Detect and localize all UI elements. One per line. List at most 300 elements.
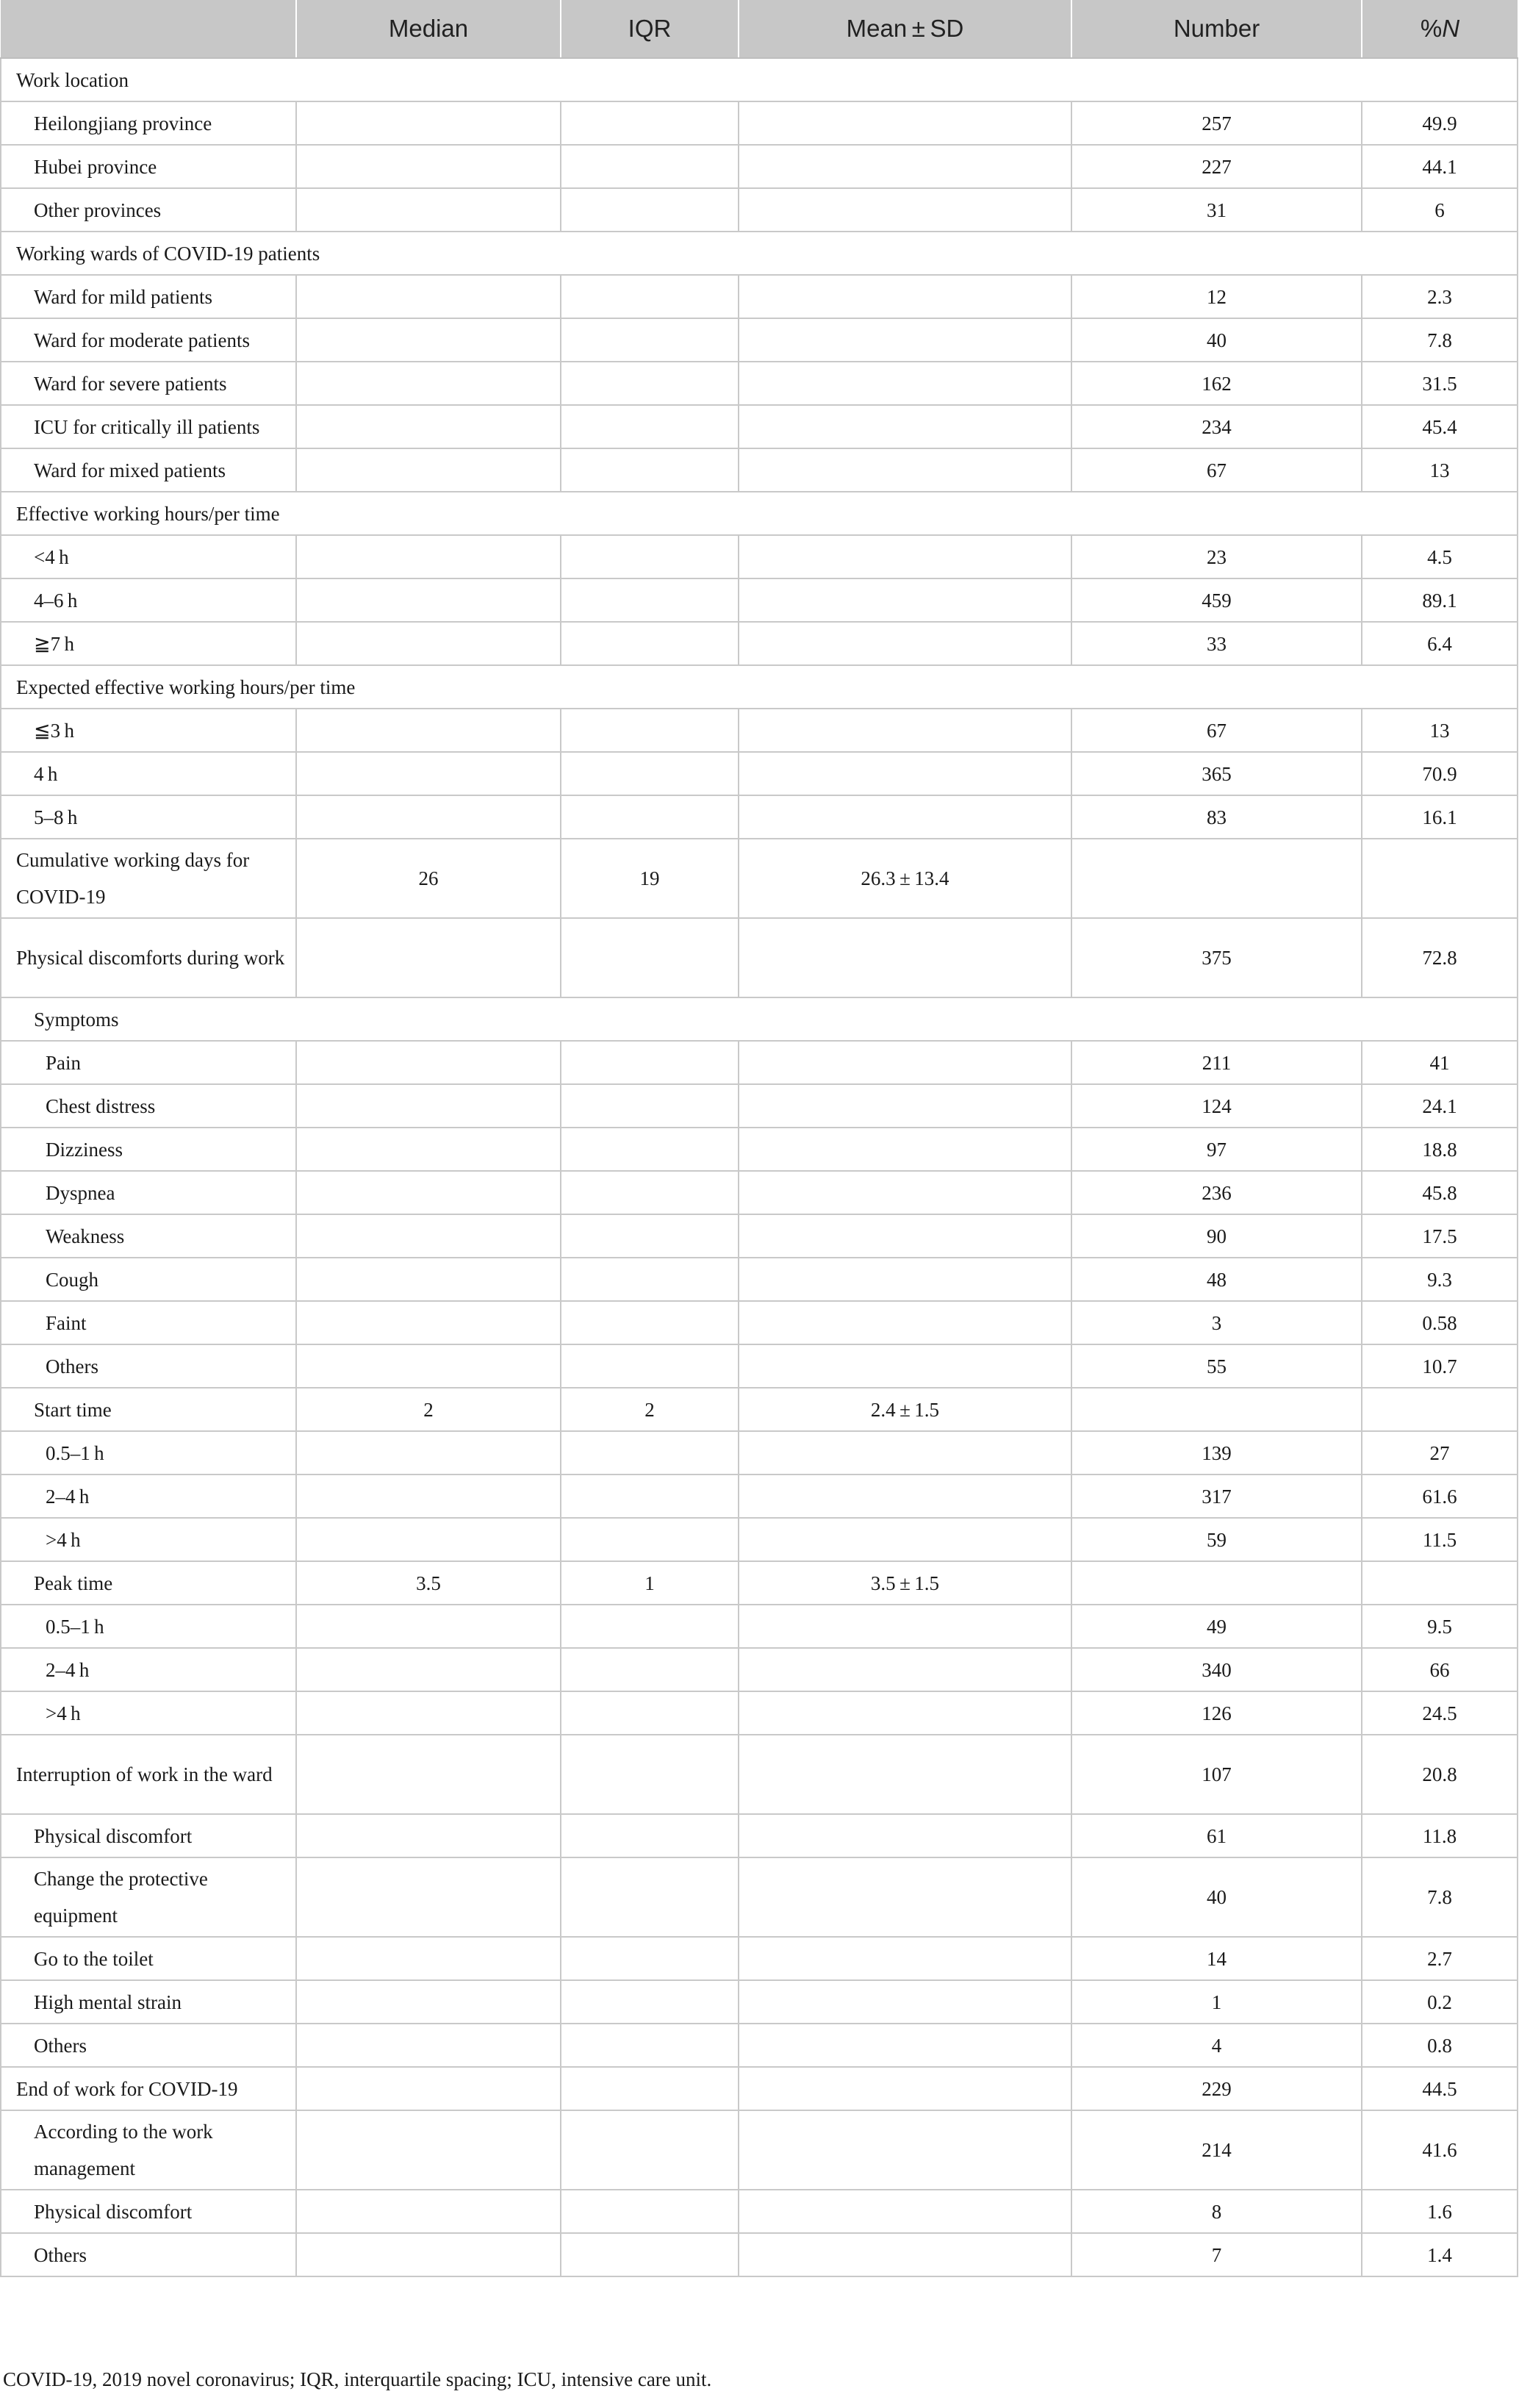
table-row: [1, 1937, 1518, 1980]
percent-cell: 27: [1362, 1431, 1518, 1474]
percent-cell: 17.5: [1362, 1214, 1518, 1258]
percent-cell: 0.8: [1362, 2024, 1518, 2067]
number-cell: 61: [1071, 1814, 1362, 1857]
percent-cell: 45.4: [1362, 405, 1518, 448]
percent-cell: 1.6: [1362, 2190, 1518, 2233]
mean-sd-cell: [739, 2110, 1071, 2190]
median-cell: [296, 405, 561, 448]
table-row: [1, 492, 1518, 535]
iqr-cell: [561, 1214, 739, 1258]
table-row: [1, 1301, 1518, 1344]
row-label-cell: Other provinces: [1, 188, 296, 232]
row-label-cell: 4 h: [1, 752, 296, 795]
median-cell: [296, 918, 561, 997]
row-label-cell: >4 h: [1, 1518, 296, 1561]
mean-sd-cell: [739, 1344, 1071, 1388]
table-row: [1, 795, 1518, 839]
row-label-cell: 0.5–1 h: [1, 1605, 296, 1648]
number-cell: 40: [1071, 1857, 1362, 1937]
iqr-cell: [561, 2024, 739, 2067]
percent-cell: 13: [1362, 448, 1518, 492]
table-row: [1, 622, 1518, 665]
iqr-cell: [561, 405, 739, 448]
iqr-cell: [561, 1474, 739, 1518]
median-cell: [296, 1605, 561, 1648]
iqr-cell: [561, 362, 739, 405]
mean-sd-cell: [739, 448, 1071, 492]
percent-cell: 9.3: [1362, 1258, 1518, 1301]
median-cell: [296, 795, 561, 839]
percent-cell: 20.8: [1362, 1735, 1518, 1814]
percent-cell: 7.8: [1362, 1857, 1518, 1937]
table-row: [1, 2067, 1518, 2110]
number-cell: 55: [1071, 1344, 1362, 1388]
number-cell: 12: [1071, 275, 1362, 318]
percent-cell: 18.8: [1362, 1128, 1518, 1171]
number-cell: [1071, 1561, 1362, 1605]
percent-cell: 2.3: [1362, 275, 1518, 318]
percent-cell: 70.9: [1362, 752, 1518, 795]
number-cell: 227: [1071, 145, 1362, 188]
iqr-cell: [561, 1128, 739, 1171]
table-row: [1, 1735, 1518, 1814]
number-cell: 67: [1071, 448, 1362, 492]
table-body: [1, 58, 1518, 2276]
number-cell: 4: [1071, 2024, 1362, 2067]
median-cell: [296, 578, 561, 622]
number-cell: 33: [1071, 622, 1362, 665]
table-row: [1, 1041, 1518, 1084]
number-cell: 459: [1071, 578, 1362, 622]
median-cell: [296, 622, 561, 665]
percent-cell: [1362, 1561, 1518, 1605]
number-cell: [1071, 839, 1362, 918]
row-label-cell: Cumulative working days for COVID-19: [1, 839, 296, 918]
mean-sd-cell: [739, 2024, 1071, 2067]
table-row: [1, 2190, 1518, 2233]
table-row: [1, 1691, 1518, 1735]
table-row: [1, 275, 1518, 318]
row-label-cell: Pain: [1, 1041, 296, 1084]
row-label-cell: Hubei province: [1, 145, 296, 188]
table-row: [1, 145, 1518, 188]
row-label-cell: Faint: [1, 1301, 296, 1344]
median-cell: 3.5: [296, 1561, 561, 1605]
median-cell: [296, 1735, 561, 1814]
median-cell: [296, 362, 561, 405]
percent-cell: 7.8: [1362, 318, 1518, 362]
percent-cell: 61.6: [1362, 1474, 1518, 1518]
table-row: [1, 1814, 1518, 1857]
iqr-cell: [561, 1814, 739, 1857]
median-cell: [296, 1431, 561, 1474]
table-row: [1, 1980, 1518, 2024]
mean-sd-cell: [739, 535, 1071, 578]
row-label-cell: Start time: [1, 1388, 296, 1431]
mean-sd-cell: [739, 1041, 1071, 1084]
row-label-cell: Others: [1, 1344, 296, 1388]
table-row: [1, 318, 1518, 362]
iqr-cell: 19: [561, 839, 739, 918]
mean-sd-cell: [739, 1648, 1071, 1691]
iqr-cell: [561, 1301, 739, 1344]
row-label-cell: Ward for moderate patients: [1, 318, 296, 362]
iqr-cell: 1: [561, 1561, 739, 1605]
row-label-cell: ≦3 h: [1, 709, 296, 752]
number-cell: 124: [1071, 1084, 1362, 1128]
iqr-cell: [561, 578, 739, 622]
number-cell: 214: [1071, 2110, 1362, 2190]
percent-cell: 4.5: [1362, 535, 1518, 578]
table-row: [1, 535, 1518, 578]
row-label-cell: <4 h: [1, 535, 296, 578]
median-cell: [296, 1937, 561, 1980]
median-cell: [296, 1980, 561, 2024]
mean-sd-cell: [739, 1084, 1071, 1128]
table-row: [1, 1084, 1518, 1128]
median-cell: 26: [296, 839, 561, 918]
table-row: [1, 1431, 1518, 1474]
table-row: [1, 232, 1518, 275]
number-cell: 257: [1071, 101, 1362, 145]
header-iqr: IQR: [561, 0, 739, 58]
iqr-cell: [561, 1344, 739, 1388]
median-cell: [296, 1518, 561, 1561]
mean-sd-cell: [739, 1691, 1071, 1735]
row-label-cell: Dizziness: [1, 1128, 296, 1171]
mean-sd-cell: [739, 795, 1071, 839]
median-cell: [296, 318, 561, 362]
row-label-cell: Others: [1, 2233, 296, 2276]
mean-sd-cell: [739, 1474, 1071, 1518]
number-cell: 3: [1071, 1301, 1362, 1344]
median-cell: [296, 2233, 561, 2276]
mean-sd-cell: [739, 1431, 1071, 1474]
table-row: [1, 997, 1518, 1041]
number-cell: 234: [1071, 405, 1362, 448]
percent-cell: 2.7: [1362, 1937, 1518, 1980]
mean-sd-cell: [739, 1214, 1071, 1258]
table-row: [1, 1474, 1518, 1518]
table-row: [1, 2233, 1518, 2276]
table-row: [1, 918, 1518, 997]
median-cell: [296, 1301, 561, 1344]
iqr-cell: 2: [561, 1388, 739, 1431]
mean-sd-cell: [739, 101, 1071, 145]
median-cell: [296, 188, 561, 232]
iqr-cell: [561, 448, 739, 492]
number-cell: 31: [1071, 188, 1362, 232]
section-heading-cell: Work location: [1, 58, 1518, 101]
median-cell: [296, 1214, 561, 1258]
percent-cell: 11.5: [1362, 1518, 1518, 1561]
number-cell: 1: [1071, 1980, 1362, 2024]
percent-cell: 24.1: [1362, 1084, 1518, 1128]
median-cell: [296, 1084, 561, 1128]
iqr-cell: [561, 1518, 739, 1561]
percent-cell: 49.9: [1362, 101, 1518, 145]
mean-sd-cell: [739, 2190, 1071, 2233]
iqr-cell: [561, 1648, 739, 1691]
iqr-cell: [561, 1084, 739, 1128]
table-row: [1, 1214, 1518, 1258]
header-label-column: [1, 0, 296, 58]
mean-sd-cell: [739, 405, 1071, 448]
median-cell: [296, 1474, 561, 1518]
iqr-cell: [561, 188, 739, 232]
row-label-cell: ≧7 h: [1, 622, 296, 665]
median-cell: [296, 1648, 561, 1691]
number-cell: 211: [1071, 1041, 1362, 1084]
number-cell: 14: [1071, 1937, 1362, 1980]
number-cell: 365: [1071, 752, 1362, 795]
number-cell: 8: [1071, 2190, 1362, 2233]
table-row: [1, 709, 1518, 752]
row-label-cell: Physical discomforts during work: [1, 918, 296, 997]
row-label-cell: Interruption of work in the ward: [1, 1735, 296, 1814]
percent-cell: 9.5: [1362, 1605, 1518, 1648]
percent-cell: 44.5: [1362, 2067, 1518, 2110]
number-cell: 40: [1071, 318, 1362, 362]
row-label-cell: Heilongjiang province: [1, 101, 296, 145]
header-mean-sd: Mean ± SD: [739, 0, 1071, 58]
table-row: [1, 1561, 1518, 1605]
row-label-cell: Ward for severe patients: [1, 362, 296, 405]
percent-cell: 89.1: [1362, 578, 1518, 622]
mean-sd-cell: [739, 362, 1071, 405]
mean-sd-cell: 3.5 ± 1.5: [739, 1561, 1071, 1605]
median-cell: [296, 2190, 561, 2233]
header-percent-n-text: %N: [1420, 15, 1460, 42]
mean-sd-cell: [739, 1128, 1071, 1171]
row-label-cell: Go to the toilet: [1, 1937, 296, 1980]
mean-sd-cell: [739, 1258, 1071, 1301]
number-cell: 317: [1071, 1474, 1362, 1518]
number-cell: [1071, 1388, 1362, 1431]
table-row: [1, 1258, 1518, 1301]
iqr-cell: [561, 1980, 739, 2024]
number-cell: 340: [1071, 1648, 1362, 1691]
row-label-cell: Physical discomfort: [1, 2190, 296, 2233]
median-cell: [296, 2110, 561, 2190]
percent-cell: 0.2: [1362, 1980, 1518, 2024]
table-row: [1, 101, 1518, 145]
table-header: [1, 0, 1518, 58]
section-heading-cell: Symptoms: [1, 997, 1518, 1041]
header-percent-n: [1362, 0, 1518, 58]
number-cell: 375: [1071, 918, 1362, 997]
median-cell: [296, 1691, 561, 1735]
mean-sd-cell: 26.3 ± 13.4: [739, 839, 1071, 918]
iqr-cell: [561, 1041, 739, 1084]
number-cell: 162: [1071, 362, 1362, 405]
mean-sd-cell: [739, 1937, 1071, 1980]
row-label-cell: >4 h: [1, 1691, 296, 1735]
table-row: [1, 839, 1518, 918]
iqr-cell: [561, 918, 739, 997]
median-cell: [296, 1041, 561, 1084]
percent-cell: 41: [1362, 1041, 1518, 1084]
row-label-cell: Chest distress: [1, 1084, 296, 1128]
percent-cell: 6.4: [1362, 622, 1518, 665]
iqr-cell: [561, 752, 739, 795]
percent-cell: 10.7: [1362, 1344, 1518, 1388]
table-row: [1, 1518, 1518, 1561]
percent-cell: 0.58: [1362, 1301, 1518, 1344]
row-label-cell: Ward for mild patients: [1, 275, 296, 318]
percent-cell: [1362, 1388, 1518, 1431]
mean-sd-cell: [739, 1605, 1071, 1648]
median-cell: [296, 2067, 561, 2110]
mean-sd-cell: [739, 188, 1071, 232]
median-cell: [296, 101, 561, 145]
iqr-cell: [561, 2233, 739, 2276]
number-cell: 229: [1071, 2067, 1362, 2110]
median-cell: [296, 709, 561, 752]
iqr-cell: [561, 2110, 739, 2190]
iqr-cell: [561, 1937, 739, 1980]
header-median: Median: [296, 0, 561, 58]
row-label-cell: High mental strain: [1, 1980, 296, 2024]
mean-sd-cell: [739, 752, 1071, 795]
table-row: [1, 58, 1518, 101]
number-cell: 83: [1071, 795, 1362, 839]
table-row: [1, 1171, 1518, 1214]
percent-cell: 72.8: [1362, 918, 1518, 997]
row-label-cell: Peak time: [1, 1561, 296, 1605]
section-heading-cell: Effective working hours/per time: [1, 492, 1518, 535]
mean-sd-cell: [739, 918, 1071, 997]
mean-sd-cell: [739, 622, 1071, 665]
iqr-cell: [561, 275, 739, 318]
table-row: [1, 2110, 1518, 2190]
mean-sd-cell: [739, 1301, 1071, 1344]
row-label-cell: 2–4 h: [1, 1648, 296, 1691]
median-cell: [296, 145, 561, 188]
header-number: Number: [1071, 0, 1362, 58]
mean-sd-cell: [739, 1814, 1071, 1857]
table-row: [1, 2024, 1518, 2067]
row-label-cell: 5–8 h: [1, 795, 296, 839]
mean-sd-cell: [739, 275, 1071, 318]
percent-cell: 11.8: [1362, 1814, 1518, 1857]
number-cell: 126: [1071, 1691, 1362, 1735]
table-row: [1, 1388, 1518, 1431]
iqr-cell: [561, 622, 739, 665]
iqr-cell: [561, 2067, 739, 2110]
number-cell: 7: [1071, 2233, 1362, 2276]
table-row: [1, 1648, 1518, 1691]
mean-sd-cell: 2.4 ± 1.5: [739, 1388, 1071, 1431]
percent-cell: 13: [1362, 709, 1518, 752]
number-cell: 139: [1071, 1431, 1362, 1474]
table-row: [1, 578, 1518, 622]
median-cell: [296, 1258, 561, 1301]
percent-cell: [1362, 839, 1518, 918]
row-label-cell: 0.5–1 h: [1, 1431, 296, 1474]
mean-sd-cell: [739, 578, 1071, 622]
number-cell: 90: [1071, 1214, 1362, 1258]
table-row: [1, 1344, 1518, 1388]
iqr-cell: [561, 1735, 739, 1814]
iqr-cell: [561, 318, 739, 362]
mean-sd-cell: [739, 1857, 1071, 1937]
median-cell: 2: [296, 1388, 561, 1431]
iqr-cell: [561, 1171, 739, 1214]
table-row: [1, 1857, 1518, 1937]
row-label-cell: Cough: [1, 1258, 296, 1301]
iqr-cell: [561, 1691, 739, 1735]
mean-sd-cell: [739, 145, 1071, 188]
row-label-cell: End of work for COVID-19: [1, 2067, 296, 2110]
table-row: [1, 448, 1518, 492]
table-row: [1, 665, 1518, 709]
percent-cell: 24.5: [1362, 1691, 1518, 1735]
mean-sd-cell: [739, 318, 1071, 362]
iqr-cell: [561, 1258, 739, 1301]
iqr-cell: [561, 145, 739, 188]
iqr-cell: [561, 1431, 739, 1474]
row-label-cell: Others: [1, 2024, 296, 2067]
table-row: [1, 188, 1518, 232]
section-heading-cell: Expected effective working hours/per time: [1, 665, 1518, 709]
mean-sd-cell: [739, 1735, 1071, 1814]
median-cell: [296, 1344, 561, 1388]
mean-sd-cell: [739, 1518, 1071, 1561]
mean-sd-cell: [739, 1980, 1071, 2024]
median-cell: [296, 1128, 561, 1171]
number-cell: 23: [1071, 535, 1362, 578]
number-cell: 59: [1071, 1518, 1362, 1561]
table-row: [1, 1605, 1518, 1648]
table-row: [1, 752, 1518, 795]
row-label-cell: Change the protective equipment: [1, 1857, 296, 1937]
iqr-cell: [561, 2190, 739, 2233]
number-cell: 236: [1071, 1171, 1362, 1214]
percent-cell: 1.4: [1362, 2233, 1518, 2276]
iqr-cell: [561, 101, 739, 145]
median-cell: [296, 275, 561, 318]
number-cell: 49: [1071, 1605, 1362, 1648]
table-footnote: COVID-19, 2019 novel coronavirus; IQR, interquartile spacing; ICU, intensive care unit.: [3, 2368, 712, 2390]
table-row: [1, 405, 1518, 448]
row-label-cell: Weakness: [1, 1214, 296, 1258]
table-row: [1, 362, 1518, 405]
median-cell: [296, 752, 561, 795]
median-cell: [296, 2024, 561, 2067]
median-cell: [296, 448, 561, 492]
mean-sd-cell: [739, 2067, 1071, 2110]
section-heading-cell: Working wards of COVID-19 patients: [1, 232, 1518, 275]
table-row: [1, 1128, 1518, 1171]
row-label-cell: According to the work management: [1, 2110, 296, 2190]
percent-cell: 31.5: [1362, 362, 1518, 405]
number-cell: 107: [1071, 1735, 1362, 1814]
percent-cell: 41.6: [1362, 2110, 1518, 2190]
percent-cell: 45.8: [1362, 1171, 1518, 1214]
number-cell: 97: [1071, 1128, 1362, 1171]
median-cell: [296, 1814, 561, 1857]
row-label-cell: Physical discomfort: [1, 1814, 296, 1857]
mean-sd-cell: [739, 1171, 1071, 1214]
iqr-cell: [561, 535, 739, 578]
mean-sd-cell: [739, 709, 1071, 752]
percent-cell: 16.1: [1362, 795, 1518, 839]
iqr-cell: [561, 709, 739, 752]
row-label-cell: ICU for critically ill patients: [1, 405, 296, 448]
median-cell: [296, 1857, 561, 1937]
iqr-cell: [561, 795, 739, 839]
